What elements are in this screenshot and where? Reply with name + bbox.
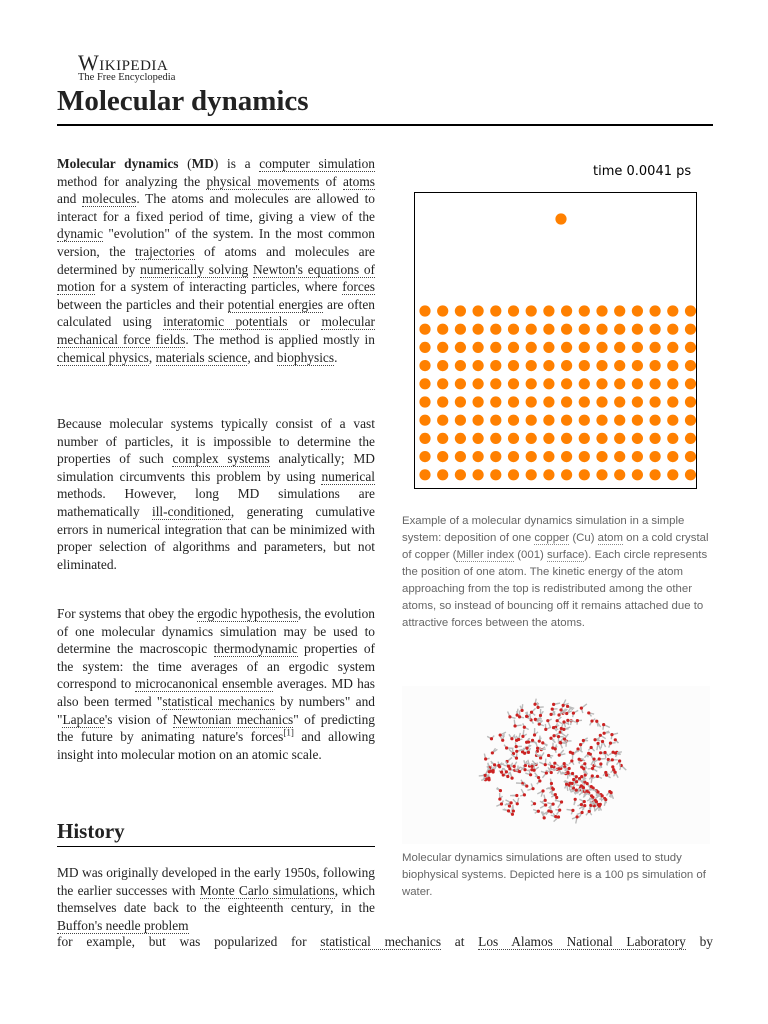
paragraph-ergodic: For systems that obey the ergodic hypothesis, the evolution of one molecular dynamics simulation may be used to determine the macroscopic thermodynamic properties of the system: the time averages of an ergodic system correspond to microcanonical ensemble averages. MD has also been termed "statistical mechanics by numbers" and "Laplace's vision of Newtonian mechanics" of predicting the future by animating nature's forces[1] and allowing insight into molecular motion on an atomic scale. (57, 606, 376, 762)
water-simulation-image (402, 686, 710, 844)
lattice-atom (543, 342, 554, 353)
lattice-atom (632, 451, 643, 462)
water-molecule (523, 723, 529, 729)
link-thermodynamic[interactable]: thermodynamic (213, 641, 298, 657)
link-microcanonical-ensemble[interactable]: microcanonical ensemble (135, 676, 273, 692)
water-molecule (496, 788, 502, 793)
history-paragraph-continued: for example, but was popularized for statistical mechanics at Los Alamos National Laboratory by (57, 934, 713, 949)
link-los-alamos[interactable]: Los Alamos National Laboratory (478, 934, 686, 949)
lattice-atom (490, 469, 501, 480)
water-molecule (599, 762, 602, 768)
water-molecule (513, 720, 521, 728)
link-potential-energies[interactable]: potential energies (227, 296, 323, 312)
lattice-atom (614, 469, 625, 480)
lattice-atom (508, 451, 519, 462)
water-molecule (508, 711, 516, 718)
lattice-atom (490, 360, 501, 371)
lattice-atom (419, 342, 430, 353)
lattice-atom (490, 415, 501, 426)
lattice-atom (561, 305, 572, 316)
lattice-atom (543, 415, 554, 426)
lattice-atom (632, 305, 643, 316)
link-monte-carlo[interactable]: Monte Carlo simulations (199, 882, 335, 898)
lattice-atom (508, 324, 519, 335)
link-numerically-solving[interactable]: numerically solving (140, 261, 249, 277)
water-molecule (513, 798, 519, 806)
history-divider (57, 846, 375, 847)
water-molecule (601, 740, 606, 748)
water-molecule (559, 741, 566, 744)
water-molecule (533, 810, 540, 814)
lattice-atom (543, 469, 554, 480)
lattice-atom (455, 342, 466, 353)
lattice-atom (667, 415, 678, 426)
link-atoms[interactable]: atoms (342, 173, 375, 189)
lattice-atom (632, 469, 643, 480)
simulation-canvas (415, 193, 696, 488)
water-molecule (496, 801, 503, 807)
link-physical-movements[interactable]: physical movements (206, 173, 320, 189)
water-molecule (499, 732, 506, 736)
water-molecule (582, 738, 588, 742)
water-molecule (590, 719, 596, 726)
lattice-atom (614, 305, 625, 316)
water-molecule (539, 709, 543, 717)
lattice-atom (667, 342, 678, 353)
link-forces[interactable]: forces (342, 279, 375, 295)
lattice-atom (490, 433, 501, 444)
water-molecule (535, 773, 541, 780)
lattice-atom (650, 378, 661, 389)
lattice-atom (543, 360, 554, 371)
lattice-atom (473, 469, 484, 480)
water-molecule (549, 737, 555, 743)
water-molecule (572, 710, 578, 717)
falling-atom (555, 213, 566, 224)
link-newtonian-mechanics[interactable]: Newtonian mechanics (172, 711, 294, 727)
water-molecule (527, 784, 534, 791)
history-heading: History (57, 819, 125, 843)
link-materials-science[interactable]: materials science (155, 349, 248, 365)
lattice-atom (455, 415, 466, 426)
lattice-atom (685, 451, 696, 462)
lattice-atom (455, 378, 466, 389)
lattice-atom (579, 378, 590, 389)
link-ergodic-hypothesis[interactable]: ergodic hypothesis (197, 606, 298, 621)
lattice-atom (508, 433, 519, 444)
link-biophysics[interactable]: biophysics (276, 349, 335, 365)
lattice-atom (437, 469, 448, 480)
water-molecule (525, 771, 532, 777)
lattice-atom (437, 433, 448, 444)
lattice-atom (455, 324, 466, 335)
lattice-atom (473, 433, 484, 444)
lattice-atom (561, 360, 572, 371)
water-molecule (610, 733, 618, 739)
water-molecule (504, 761, 511, 768)
water-molecule (572, 815, 579, 823)
lattice-atom (632, 378, 643, 389)
water-caption: Molecular dynamics simulations are often used to study biophysical systems. Depicted here is a 100 ps simulation of water. (402, 852, 706, 898)
water-molecule (491, 748, 498, 754)
water-molecule (510, 794, 518, 797)
lattice-atom (685, 342, 696, 353)
water-molecule (580, 704, 587, 713)
water-molecule (539, 759, 547, 767)
link-newtons-equations[interactable]: Newton's equations of motion (57, 261, 375, 295)
lattice-atom (667, 469, 678, 480)
link-buffons-needle[interactable]: Buffon's needle problem (57, 917, 189, 933)
lattice-atom (473, 415, 484, 426)
lattice-atom (437, 360, 448, 371)
lattice-atom (667, 396, 678, 407)
lattice-atom (596, 469, 607, 480)
lattice-atom (614, 433, 625, 444)
lattice-atom (596, 433, 607, 444)
lattice-atom (614, 378, 625, 389)
water-molecule (556, 717, 562, 724)
water-molecule (602, 731, 609, 735)
lattice-atom (685, 305, 696, 316)
water-molecule (510, 772, 514, 780)
lattice-atom (419, 396, 430, 407)
lattice-atom (561, 324, 572, 335)
lattice-atom (543, 396, 554, 407)
water-molecule (554, 744, 557, 752)
lattice-atom (455, 469, 466, 480)
water-molecule (520, 704, 523, 712)
lattice-atom (526, 451, 537, 462)
lattice-atom (632, 433, 643, 444)
lattice-atom (508, 415, 519, 426)
lattice-atom (650, 415, 661, 426)
lattice-atom (437, 324, 448, 335)
water-molecule (562, 727, 570, 731)
intro-paragraph: Molecular dynamics (MD) is a computer simulation method for analyzing the physical movements of atoms and molecules. The atoms and molecules are allowed to interact for a fixed period of time, giving a view of the dynamic "evolution" of the system. In the most common version, the trajectories of atoms and molecules are determined by numerically solving Newton's equations of motion for a system of interacting particles, where forces between the particles and their potential energies are often calculated using interatomic potentials or molecular mechanical force fields. The method is applied mostly in chemical physics, materials science, and biophysics. (57, 156, 375, 365)
lattice-atom (526, 415, 537, 426)
lattice-atom (614, 396, 625, 407)
lattice-atom (455, 305, 466, 316)
lattice-atom (685, 378, 696, 389)
bold-term: Molecular dynamics (57, 156, 179, 171)
link-laplace[interactable]: Laplace (62, 711, 105, 727)
lattice-atom (650, 433, 661, 444)
lattice-atom (526, 469, 537, 480)
lattice-atom (667, 305, 678, 316)
water-molecule (558, 750, 566, 757)
water-molecule (541, 771, 548, 778)
lattice-atom (614, 415, 625, 426)
water-molecule (584, 752, 590, 758)
link-computer-simulation[interactable]: computer simulation (259, 156, 375, 171)
link-statistical-mechanics[interactable]: statistical mechanics (162, 693, 275, 709)
link-dynamic[interactable]: dynamic (57, 226, 104, 242)
water-molecule (567, 809, 575, 815)
water-molecule (536, 702, 543, 709)
lattice-atom (437, 342, 448, 353)
lattice-atom (508, 342, 519, 353)
lattice-atom (632, 324, 643, 335)
lattice-atom (614, 451, 625, 462)
lattice-atom (667, 451, 678, 462)
lattice-atom (473, 360, 484, 371)
lattice-atom (650, 469, 661, 480)
simulation-caption: Example of a molecular dynamics simulation in a simple system: deposition of one copper (Cu) atom on a cold crystal of copper (Miller index (001) surface). Each circle represents the position of one atom. The kinetic energy of the atom approaching from the top is redistributed among the other atoms, so instead of bouncing off it remains attached due to attractive forces between the atoms. (402, 515, 709, 629)
copper-deposition-simulation (414, 192, 697, 489)
lattice-atom (579, 360, 590, 371)
water-molecule (609, 742, 616, 748)
lattice-atom (596, 324, 607, 335)
lattice-atom (490, 396, 501, 407)
water-molecule (586, 782, 591, 788)
link-atom[interactable]: atom (597, 532, 623, 544)
water-molecule (594, 757, 606, 762)
lattice-atom (508, 305, 519, 316)
lattice-atom (508, 378, 519, 389)
lattice-atom (490, 378, 501, 389)
page-title: Molecular dynamics (57, 85, 309, 117)
link-miller-index[interactable]: Miller index (456, 549, 515, 561)
lattice-atom (437, 378, 448, 389)
history-paragraph: MD was originally developed in the early 1950s, following the earlier successes with Monte Carlo simulations, which themselves date back to the eighteenth century, in the Buffon's needle problem (57, 865, 376, 933)
lattice-atom (579, 305, 590, 316)
lattice-atom (543, 324, 554, 335)
lattice-atom (419, 360, 430, 371)
lattice-atom (490, 305, 501, 316)
water-molecule (533, 728, 538, 737)
lattice-atom (685, 324, 696, 335)
water-molecule (602, 723, 610, 730)
lattice-atom (667, 378, 678, 389)
lattice-atom (685, 415, 696, 426)
link-chemical-physics[interactable]: chemical physics (57, 349, 149, 365)
lattice-atom (650, 305, 661, 316)
lattice-atom (473, 305, 484, 316)
water-molecule (587, 711, 594, 716)
lattice-atom (561, 396, 572, 407)
lattice-atom (526, 433, 537, 444)
lattice-atom (526, 324, 537, 335)
lattice-atom (579, 396, 590, 407)
lattice-atom (685, 469, 696, 480)
lattice-atom (685, 396, 696, 407)
water-molecule (541, 741, 547, 746)
lattice-atom (667, 433, 678, 444)
lattice-atom (561, 451, 572, 462)
link-ill-conditioned[interactable]: ill-conditioned (151, 503, 231, 519)
link-surface[interactable]: surface (546, 549, 585, 561)
lattice-atom (596, 360, 607, 371)
lattice-atom (579, 433, 590, 444)
link-trajectories[interactable]: trajectories (135, 243, 195, 259)
lattice-atom (650, 342, 661, 353)
link-copper[interactable]: copper (534, 532, 570, 544)
water-molecule (484, 754, 490, 761)
lattice-atom (490, 451, 501, 462)
water-molecule (518, 711, 524, 719)
link-force-fields[interactable]: molecular mechanical force fields (57, 314, 375, 347)
lattice-atom (526, 378, 537, 389)
lattice-atom (473, 451, 484, 462)
lattice-atom (473, 378, 484, 389)
water-molecule (546, 719, 552, 727)
lattice-atom (561, 469, 572, 480)
lattice-atom (685, 360, 696, 371)
lattice-atom (419, 324, 430, 335)
link-interatomic-potentials[interactable]: interatomic potentials (163, 314, 288, 330)
water-molecule (531, 801, 536, 806)
lattice-atom (632, 360, 643, 371)
wikipedia-wordmark[interactable]: Wikipedia (78, 50, 169, 75)
lattice-atom (596, 305, 607, 316)
lattice-atom (667, 360, 678, 371)
water-molecule (500, 768, 504, 774)
lattice-atom (419, 433, 430, 444)
lattice-atom (543, 378, 554, 389)
link-complex-systems[interactable]: complex systems (172, 451, 270, 467)
lattice-atom (579, 324, 590, 335)
water-molecules-canvas (402, 686, 710, 844)
water-molecule (614, 771, 619, 778)
lattice-atom (614, 360, 625, 371)
link-statistical-mechanics-2[interactable]: statistical mechanics (320, 934, 442, 949)
lattice-atom (490, 324, 501, 335)
lattice-atom (419, 451, 430, 462)
lattice-atom (508, 396, 519, 407)
lattice-atom (419, 469, 430, 480)
lattice-atom (561, 415, 572, 426)
lattice-atom (526, 396, 537, 407)
lattice-atom (685, 433, 696, 444)
water-molecule (515, 742, 522, 748)
lattice-atom (526, 305, 537, 316)
lattice-atom (543, 433, 554, 444)
water-molecule (512, 805, 515, 813)
lattice-atom (455, 360, 466, 371)
water-molecule (576, 719, 582, 725)
lattice-atom (650, 324, 661, 335)
water-molecule (538, 736, 541, 743)
lattice-atom (543, 305, 554, 316)
wikipedia-tagline: The Free Encyclopedia (78, 72, 176, 83)
water-molecule (505, 800, 513, 805)
lattice-atom (561, 342, 572, 353)
lattice-atom (419, 378, 430, 389)
water-molecule (596, 742, 600, 750)
lattice-atom (508, 469, 519, 480)
paragraph-complexity: Because molecular systems typically consist of a vast number of particles, it is impossible to determine the properties of such complex systems analytically; MD simulation circumvents this problem by using numerical methods. However, long MD simulations are mathematically ill-conditioned, generating cumulative errors in numerical integration that can be minimized with proper selection of algorithms and parameters, but not eliminated. (57, 416, 375, 572)
lattice-atom (455, 396, 466, 407)
lattice-atom (455, 433, 466, 444)
lattice-atom (632, 396, 643, 407)
lattice-atom (437, 451, 448, 462)
lattice-atom (455, 451, 466, 462)
lattice-atom (437, 415, 448, 426)
water-molecule (543, 809, 550, 814)
lattice-atom (667, 324, 678, 335)
lattice-atom (579, 342, 590, 353)
water-molecule (555, 809, 561, 815)
lattice-atom (596, 415, 607, 426)
lattice-atom (419, 305, 430, 316)
lattice-atom (596, 342, 607, 353)
lattice-atom (526, 342, 537, 353)
water-molecule (521, 730, 526, 738)
lattice-atom (490, 342, 501, 353)
water-molecule (588, 746, 594, 751)
simulation-time-label: time 0.0041 ps (593, 164, 692, 179)
water-molecule (547, 754, 553, 758)
lattice-atom (437, 396, 448, 407)
lattice-atom (614, 324, 625, 335)
water-molecule (516, 709, 519, 717)
water-molecule (540, 801, 547, 808)
lattice-atom (596, 396, 607, 407)
water-molecule (509, 734, 515, 740)
water-molecule (552, 703, 560, 706)
lattice-atom (526, 360, 537, 371)
water-molecule (520, 789, 526, 796)
lattice-atom (579, 451, 590, 462)
lattice-atom (632, 342, 643, 353)
lattice-atom (650, 451, 661, 462)
lattice-atom (473, 324, 484, 335)
lattice-atom (508, 360, 519, 371)
water-molecule (565, 783, 568, 791)
water-molecule (516, 780, 524, 785)
water-molecule (498, 793, 502, 801)
lattice-atom (543, 451, 554, 462)
water-molecule (610, 791, 614, 799)
lattice-atom (473, 396, 484, 407)
reference-1[interactable]: [1] (283, 727, 294, 738)
water-molecule (503, 809, 511, 813)
water-molecule (595, 720, 600, 727)
lattice-atom (437, 305, 448, 316)
water-molecule (487, 736, 494, 741)
lattice-atom (596, 451, 607, 462)
water-molecule (574, 798, 577, 805)
lattice-atom (579, 415, 590, 426)
lattice-atom (561, 378, 572, 389)
link-numerical[interactable]: numerical (321, 468, 375, 484)
lattice-atom (650, 360, 661, 371)
lattice-atom (596, 378, 607, 389)
water-molecule (503, 768, 508, 773)
title-divider (57, 124, 713, 126)
water-molecule (556, 800, 564, 807)
water-molecule (569, 759, 574, 764)
lattice-atom (579, 469, 590, 480)
lattice-atom (473, 342, 484, 353)
link-molecules[interactable]: molecules (82, 191, 137, 207)
lattice-atom (632, 415, 643, 426)
lattice-atom (614, 342, 625, 353)
bold-abbr: MD (191, 156, 214, 171)
lattice-atom (561, 433, 572, 444)
lattice-atom (419, 415, 430, 426)
lattice-atom (650, 396, 661, 407)
